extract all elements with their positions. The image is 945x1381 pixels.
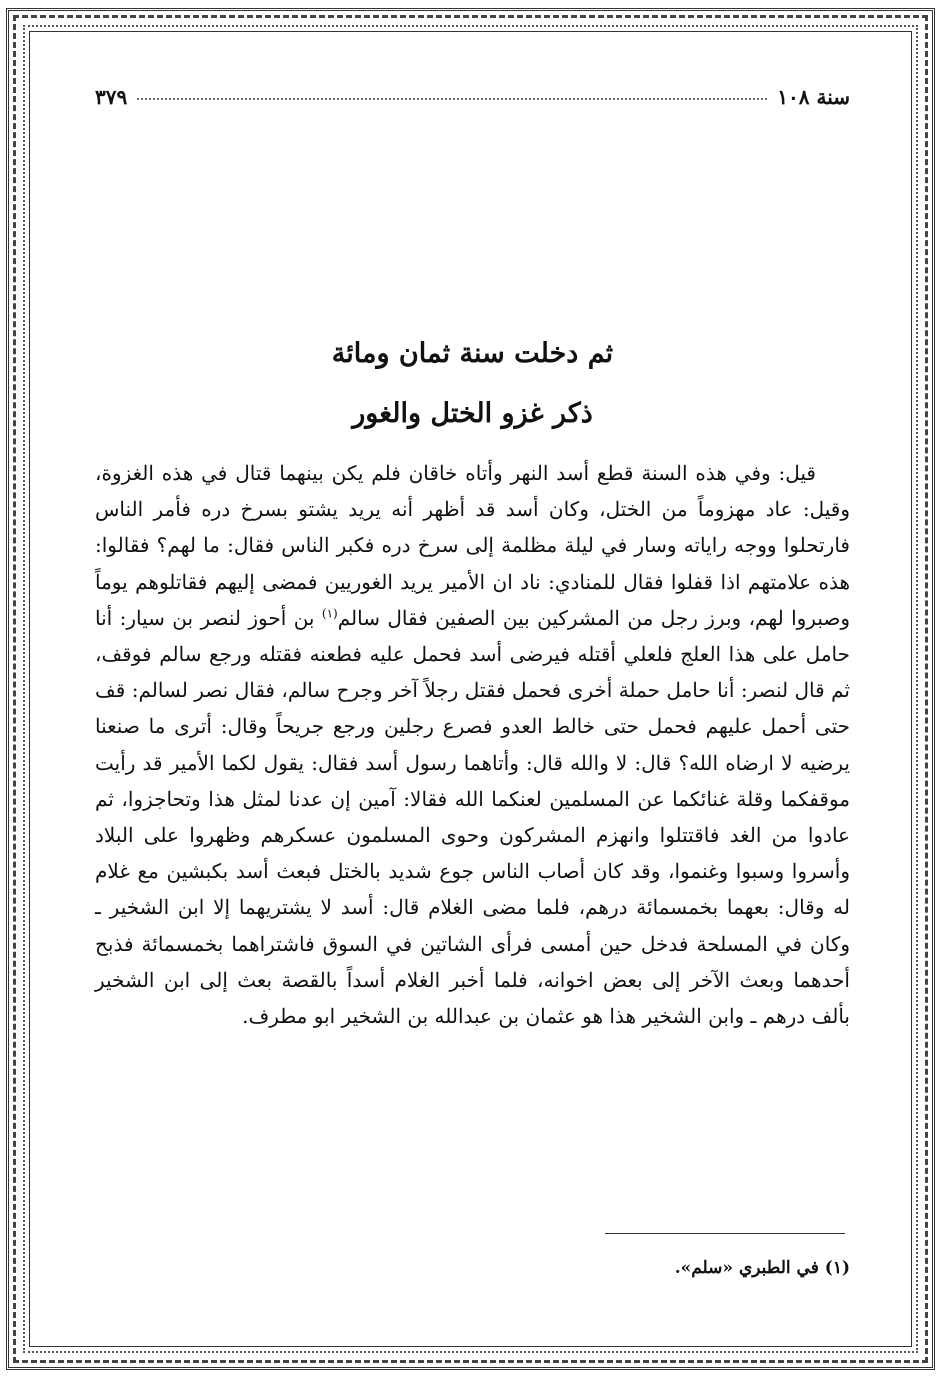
body-text	[95, 455, 850, 1034]
running-head-title: سنة ١٠٨	[777, 85, 850, 109]
running-head	[95, 82, 850, 112]
body-text-part-1: قيل: وفي هذه السنة قطع أسد النهر وأتاه خاقان فلم يكن بينهما قتال في هذه الغزوة، وقيل: عاد مهزوماً من الختل، وكان أسد قد أظهر أنه يريد يشتو بسرخ دره فأمر الناس فارتحلوا ووجه راياته وسار في ليلة مظلمة إلى سرخ دره فكبر الناس فقال: ما لهم؟ فقالوا: هذه علامتهم اذا قفلوا فقال للمنادي: ناد ان الأمير يريد الغوريين فمضى إليهم فقاتلوهم يوماً وصبروا لهم، وبرز رجل من المشركين بين الصفين فقال سالم	[95, 461, 850, 630]
footnote-rule	[605, 1233, 845, 1234]
page-number: ٣٧٩	[95, 85, 128, 109]
footnote: (١) في الطبري «سلم».	[674, 1258, 850, 1278]
dotted-leader	[137, 98, 767, 100]
chapter-heading: ثم دخلت سنة ثمان ومائة	[331, 338, 614, 369]
section-heading: ذكر غزو الختل والغور	[352, 398, 593, 429]
body-paragraph	[95, 455, 850, 1034]
body-text-part-2: بن أحوز لنصر بن سيار: أنا حامل على هذا العلج فلعلي أقتله فيرضى أسد فحمل عليه فطعنه فقتله ورجع سالم فوقف، ثم قال لنصر: أنا حامل حملة أخرى فحمل فقتل رجلاً آخر وجرح سالم، فقال نصر لسالم: قف حتى أحمل عليهم فحمل حتى خالط العدو فصرع رجلين ورجع جريحاً وقال: أترى ما صنعنا يرضيه لا ارضاه الله؟ قال: لا والله قال: وأتاهما رسول أسد فقال: يقول لكما الأمير قد رأيت موقفكما وقلة غنائكما عن المسلمين لعنكما الله فقالا: آمين إن عدنا لمثل هذا وتحاجزوا، ثم عادوا من الغد فاقتتلوا وانهزم المشركون وحوى المسلمون عسكرهم وظهروا على البلاد وأسروا وسبوا وغنموا، وقد كان أصاب الناس جوع شديد بالختل فبعث أسد بكبشين مع غلام له وقال: بعهما بخمسمائة درهم، فلما مضى الغلام قال: أسد لا يشتريهما إلا ابن الشخير ـ وكان في المسلحة فدخل حين أمسى فرأى الشاتين في السوق فاشتراهما بخمسمائة فذبح أحدهما وبعث الآخر إلى بعض اخوانه، فلما أخبر الغلام أسداً بالقصة بعث إلى ابن الشخير بألف درهم ـ وابن الشخير هذا هو عثمان بن عبدالله بن الشخير ابو مطرف.	[95, 605, 850, 1029]
footnote-reference: (١)	[321, 606, 338, 621]
